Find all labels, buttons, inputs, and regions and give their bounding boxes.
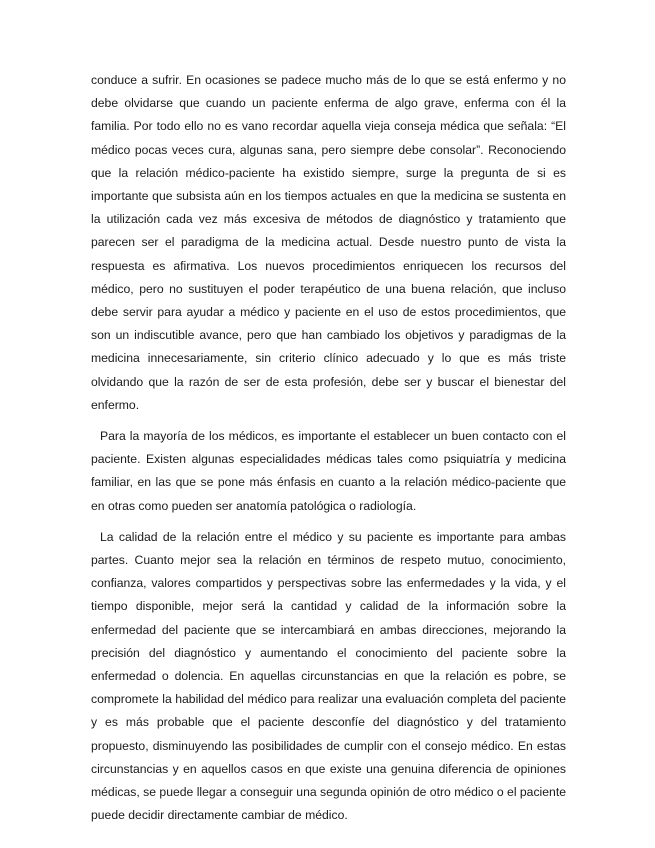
paragraph-2: Para la mayoría de los médicos, es importante el establecer un buen contacto con el paciente. Existen algunas especialidades médicas tales como psiquiatría y medicina familiar, en las que se pone más énfasis en cuanto a la relación médico-paciente que en otras como pueden ser anatomía patológica o radiología. — [91, 429, 566, 513]
paragraph-3: La calidad de la relación entre el médico y su paciente es importante para ambas partes. Cuanto mejor sea la relación en términos de respeto mutuo, conocimiento, confianza, valores compartidos y perspectivas sobre las enfermedades y la vida, y el tiempo disponible, mejor será la cantidad y calidad de la información sobre la enfermedad del paciente que se intercambiará en ambas direcciones, mejorando la precisión del diagnóstico y aumentando el conocimiento del paciente sobre la enfermedad o dolencia. En aquellas circunstancias en que la relación es pobre, se compromete la habilidad del médico para realizar una evaluación completa del paciente y es más probable que el paciente desconfíe del diagnóstico y del tratamiento propuesto, disminuyendo las posibilidades de cumplir con el consejo médico. En estas circunstancias y en aquellos casos en que existe una genuina diferencia de opiniones médicas, se puede llegar a conseguir una segunda opinión de otro médico o el paciente puede decidir directamente cambiar de médico. — [91, 529, 566, 823]
paragraph-1: conduce a sufrir. En ocasiones se padece mucho más de lo que se está enfermo y no debe olvidarse que cuando un paciente enferma de algo grave, enferma con él la familia. Por todo ello no es vano recordar aquella vieja conseja médica que señala: “El médico pocas veces cura, algunas sana, pero siempre debe consolar”. Reconociendo que la relación médico-paciente ha existido siempre, surge la pregunta de si es importante que subsista aún en los tiempos actuales en que la medicina se sustenta en la utilización cada vez más excesiva de métodos de diagnóstico y tratamiento que parecen ser el paradigma de la medicina actual. Desde nuestro punto de vista la respuesta es afirmativa. Los nuevos procedimientos enriquecen los recursos del médico, pero no sustituyen el poder terapéutico de una buena relación, que incluso debe servir para ayudar a médico y paciente en el uso de estos procedimientos, que son un indiscutible avance, pero que han cambiado los objetivos y paradigmas de la medicina innecesariamente, sin criterio clínico adecuado y lo que es más triste olvidando que la razón de ser de esta profesión, debe ser y buscar el bienestar del enfermo. — [91, 73, 566, 412]
paragraph-spacer — [91, 417, 566, 425]
body-text — [91, 69, 566, 828]
paragraph-spacer — [91, 518, 566, 526]
